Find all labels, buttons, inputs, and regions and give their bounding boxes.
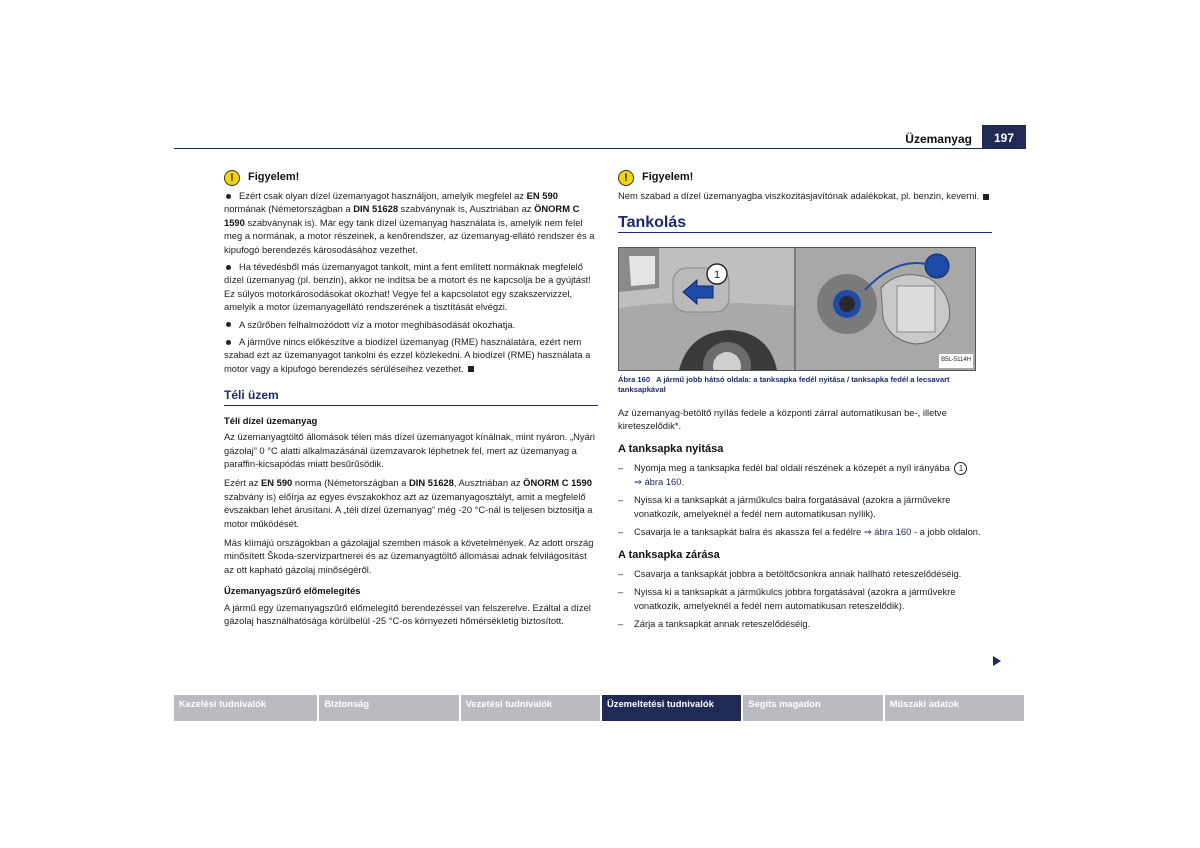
warning-icon: !: [618, 170, 634, 186]
list-item: [618, 617, 992, 630]
open-steps-list: [618, 461, 992, 539]
figure-link[interactable]: ábra 160: [644, 476, 682, 488]
callout-number-icon: 1: [954, 462, 967, 475]
list-item: [618, 461, 992, 488]
bold-run: DIN 51628: [409, 477, 454, 489]
warning-heading: [618, 170, 992, 186]
text-run: szabványnak is). Már egy tank dízel üzemanyag használata is, amelyik nem felel meg a normának, a motor részeinek, a kenőrendszer, az üzemanyag-ellátó rendszer és a kipufogó berendezés károsodásához vezethet.: [224, 216, 595, 255]
list-item: [618, 493, 992, 520]
text-run: , Ausztriában az: [453, 477, 524, 489]
warning-bullet: [224, 260, 598, 314]
text-run: Ha tévedésből más üzemanyagot tankolt, mint a fent említett normáknak megfelelő dízel üzemanyag (pl. benzin), akkor ne indítsa be a motort és ne kapcsolja be a gyújtást! Ez súlyos motorkárosodásokat okozhat! Vegye fel a kapcsolatot egy szakszervizzel, amelyik a motor üzemanyagellátó rendszerének a tisztítását elvégzi.: [224, 261, 591, 313]
nav-tab-1[interactable]: Biztonság: [319, 695, 458, 721]
list-item: [618, 567, 992, 580]
section-navigation: [174, 695, 1026, 721]
end-marker-icon: [983, 194, 989, 200]
text-run: Ezért az: [224, 477, 261, 489]
bullet-dot-icon: [226, 322, 231, 327]
text-run: szabvány is) előírja az egyes évszakokhoz azt az üzemanyagosztályt, amit a megfelelő évszakban lehet árusítani. A „téli dízel üzemanyag” még -20 °C-nál is teljesen biztosítja a motor működését.: [224, 490, 593, 529]
bullet-dot-icon: [226, 194, 231, 199]
warning-text: [618, 189, 992, 202]
warning-title: Figyelem!: [642, 171, 694, 184]
step-text: Csavarja le a tanksapkát balra és akassza fel a fedélre: [634, 526, 864, 538]
list-item: [618, 525, 992, 538]
warning-title: Figyelem!: [248, 171, 300, 184]
text-run: A szűrőben felhalmozódott víz a motor meghibásodását okozhatja.: [239, 318, 516, 330]
figure-caption-text: A jármű jobb hátsó oldala: a tanksapka fedél nyitása / tanksapka fedél a lecsavart tanksapkával: [618, 374, 950, 395]
nav-tab-2[interactable]: Vezetési tudnivalók: [461, 695, 600, 721]
warning-bullet: [224, 318, 598, 331]
dash-marker: –: [618, 494, 624, 506]
figure-code: B5L-5114H: [939, 354, 973, 367]
warning-icon: !: [224, 170, 240, 186]
reference-arrow-icon: ⇒: [863, 526, 872, 538]
close-steps-list: [618, 567, 992, 631]
step-text: Nyissa ki a tanksapkát a járműkulcs jobbra forgatásával (azokra a járművekre vonatkozik, amelyeknél a fedél nem automatikusan reteszelődik).: [634, 586, 956, 611]
right-column: [618, 170, 992, 636]
text-run: A járműve nincs előkészítve a biodízel üzemanyag (RME) használatára, ezért nem szabad ezt az üzemanyagot tankolni és ezzel közlekedni. A biodízel (RME) használata a motor vagy a kipufogó berendezés sérüléseihez vezethet.: [224, 336, 591, 374]
bullet-dot-icon: [226, 340, 231, 345]
step-text: Nyomja meg a tanksapka fedél bal oldali részének a közepét a nyíl irányába: [634, 462, 953, 474]
bold-run: DIN 51628: [353, 203, 399, 215]
list-item: [618, 585, 992, 612]
step-text: .: [681, 476, 685, 488]
paragraph-norms: [224, 476, 598, 530]
text-run: norma (Németországban a: [292, 477, 410, 489]
left-column: [224, 170, 598, 633]
warning-bullet-list: [224, 189, 598, 375]
chapter-title: Tankolás: [618, 216, 992, 232]
subheading-winter-diesel: Téli dízel üzemanyag: [224, 414, 318, 426]
text-run: Ezért csak olyan dízel üzemanyagot használjon, amelyik megfelel az: [239, 190, 527, 201]
step-text: - a jobb oldalon.: [911, 526, 981, 538]
warning-bullet: [224, 335, 598, 375]
warning-heading: [224, 170, 598, 186]
figure-caption-number: Ábra 160: [618, 374, 651, 384]
section-title: Téli üzem: [224, 389, 598, 405]
figure-illustration: [619, 248, 975, 370]
nav-tab-0[interactable]: Kezelési tudnivalók: [174, 695, 317, 721]
nav-tab-4[interactable]: Segíts magadon: [743, 695, 882, 721]
nav-tab-5[interactable]: Műszaki adatok: [885, 695, 1024, 721]
step-text: Nyissa ki a tanksapkát a járműkulcs balra forgatásával (azokra a járművekre vonatkozik, amelyeknél a fedél nem automatikusan nyílik).: [634, 494, 951, 519]
step-text: Csavarja a tanksapkát jobbra a betöltőcsonkra annak hallható reteszelődéséig.: [634, 568, 962, 580]
heading-close-cap: A tanksapka zárása: [618, 548, 720, 561]
dash-marker: –: [618, 462, 624, 474]
running-header-title: Üzemanyag: [905, 132, 972, 146]
nav-tab-3[interactable]: Üzemeltetési tudnivalók: [602, 695, 741, 721]
text-run: szabványnak is, Ausztriában az: [398, 203, 535, 215]
text-run: normának (Németországban a: [224, 203, 354, 215]
warning-text-body: Nem szabad a dízel üzemanyagba viszkozitásjavítónak adalékokat, pl. benzin, keverni.: [618, 190, 980, 201]
intro-paragraph: Az üzemanyag-betöltő nyílás fedele a központi zárral automatikusan be-, illetve kireteszelődik*.: [618, 406, 947, 432]
heading-open-cap: A tanksapka nyitása: [618, 442, 724, 455]
bold-run: ÖNORM C 1590: [224, 203, 580, 228]
figure-callout-1: 1: [713, 268, 721, 281]
warning-bullet: [224, 189, 598, 256]
figure-link[interactable]: ábra 160: [874, 526, 912, 538]
subheading-filter-preheating: Üzemanyagszűrő előmelegítés: [224, 585, 361, 597]
next-page-arrow-icon[interactable]: [993, 656, 1001, 666]
header-rule: [174, 148, 1026, 149]
page-number: 197: [982, 125, 1026, 149]
bold-run: ÖNORM C 1590: [523, 477, 592, 489]
paragraph: A jármű egy üzemanyagszűrő előmelegítő berendezéssel van felszerelve. Ezáltal a dízel gázolaj használhatósága körülbelül -25 °C-os környezeti hőmérsékletig biztosított.: [224, 601, 591, 626]
dash-marker: –: [618, 586, 624, 598]
bold-run: EN 590: [261, 477, 293, 489]
dash-marker: –: [618, 618, 624, 630]
step-text: Zárja a tanksapkát annak reteszelődéséig.: [634, 618, 811, 630]
end-marker-icon: [468, 366, 474, 372]
bold-run: EN 590: [526, 190, 558, 201]
figure-160: [618, 247, 976, 371]
bullet-dot-icon: [226, 265, 231, 270]
dash-marker: –: [618, 568, 624, 580]
paragraph: Más klímájú országokban a gázolajjal szemben mások a követelmények. Az adott ország minősített Škoda-szervizpartnerei és az üzemanyagtöltő állomásai adnak felvilágosítást az ott kapható gázolaj minőségéről.: [224, 536, 594, 575]
reference-arrow-icon: ⇒: [634, 476, 642, 488]
paragraph: Az üzemanyagtöltő állomások télen más dízel üzemanyagot kínálnak, mint nyáron. „Nyári gázolaj” 0 °C alatti alkalmazásánál üzemzavarok léphetnek fel, mert az üzemanyag a paraffin-kicsapódás miatt besűrűsödik.: [224, 431, 596, 469]
figure-caption: [618, 375, 992, 396]
dash-marker: –: [618, 526, 624, 538]
